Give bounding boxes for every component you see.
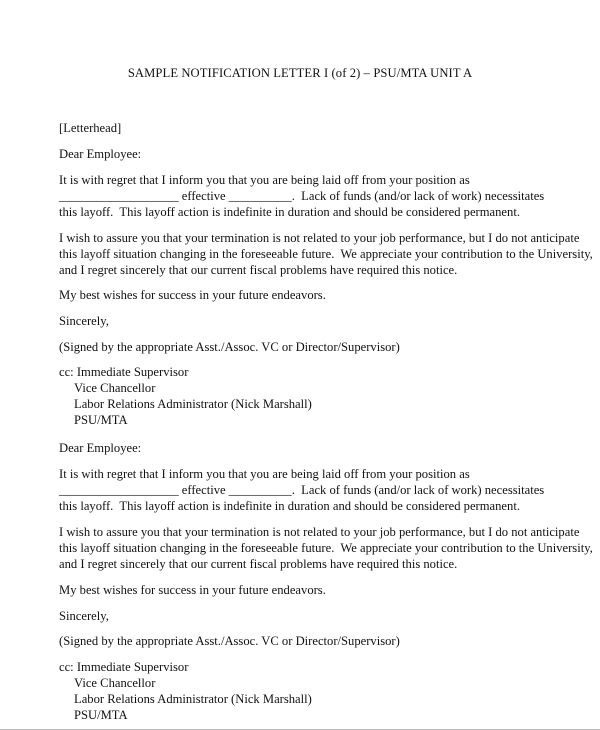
cc-line: cc: Immediate Supervisor	[59, 660, 189, 674]
closing: Sincerely,	[59, 314, 109, 328]
paragraph-line: this layoff situation changing in the foreseeable future. We appreciate your contribution to the University,	[59, 247, 593, 261]
cc-line: PSU/MTA	[74, 413, 128, 427]
cc-line: Labor Relations Administrator (Nick Marshall)	[74, 397, 312, 411]
cc-line: PSU/MTA	[74, 708, 128, 722]
document-title: SAMPLE NOTIFICATION LETTER I (of 2) – PSU/MTA UNIT A	[127, 66, 473, 80]
wishes-line: My best wishes for success in your future endeavors.	[59, 583, 326, 597]
letterhead-placeholder: [Letterhead]	[59, 121, 122, 135]
wishes-line: My best wishes for success in your future endeavors.	[59, 288, 326, 302]
paragraph-line: I wish to assure you that your termination is not related to your job performance, but I do not anticipate	[59, 525, 580, 539]
cc-line: Vice Chancellor	[74, 676, 156, 690]
cc-line: Labor Relations Administrator (Nick Marshall)	[74, 692, 312, 706]
paragraph-line: this layoff. This layoff action is indefinite in duration and should be considered permanent.	[59, 499, 520, 513]
signature-line: (Signed by the appropriate Asst./Assoc. VC or Director/Supervisor)	[59, 340, 400, 354]
paragraph-line: ___________________ effective __________. Lack of funds (and/or lack of work) necessitates	[59, 189, 545, 203]
salutation: Dear Employee:	[59, 147, 142, 161]
salutation: Dear Employee:	[59, 441, 142, 455]
paragraph-line: and I regret sincerely that our current fiscal problems have required this notice.	[59, 557, 458, 571]
paragraph-line: It is with regret that I inform you that you are being laid off from your position as	[59, 173, 470, 187]
signature-line: (Signed by the appropriate Asst./Assoc. VC or Director/Supervisor)	[59, 634, 400, 648]
closing: Sincerely,	[59, 609, 109, 623]
cc-line: cc: Immediate Supervisor	[59, 365, 189, 379]
paragraph-line: ___________________ effective __________. Lack of funds (and/or lack of work) necessitates	[59, 483, 545, 497]
paragraph-line: this layoff. This layoff action is indefinite in duration and should be considered permanent.	[59, 205, 520, 219]
cc-line: Vice Chancellor	[74, 381, 156, 395]
paragraph-line: It is with regret that I inform you that you are being laid off from your position as	[59, 467, 470, 481]
paragraph-line: this layoff situation changing in the foreseeable future. We appreciate your contribution to the University,	[59, 541, 593, 555]
paragraph-line: I wish to assure you that your termination is not related to your job performance, but I do not anticipate	[59, 231, 580, 245]
paragraph-line: and I regret sincerely that our current fiscal problems have required this notice.	[59, 263, 458, 277]
